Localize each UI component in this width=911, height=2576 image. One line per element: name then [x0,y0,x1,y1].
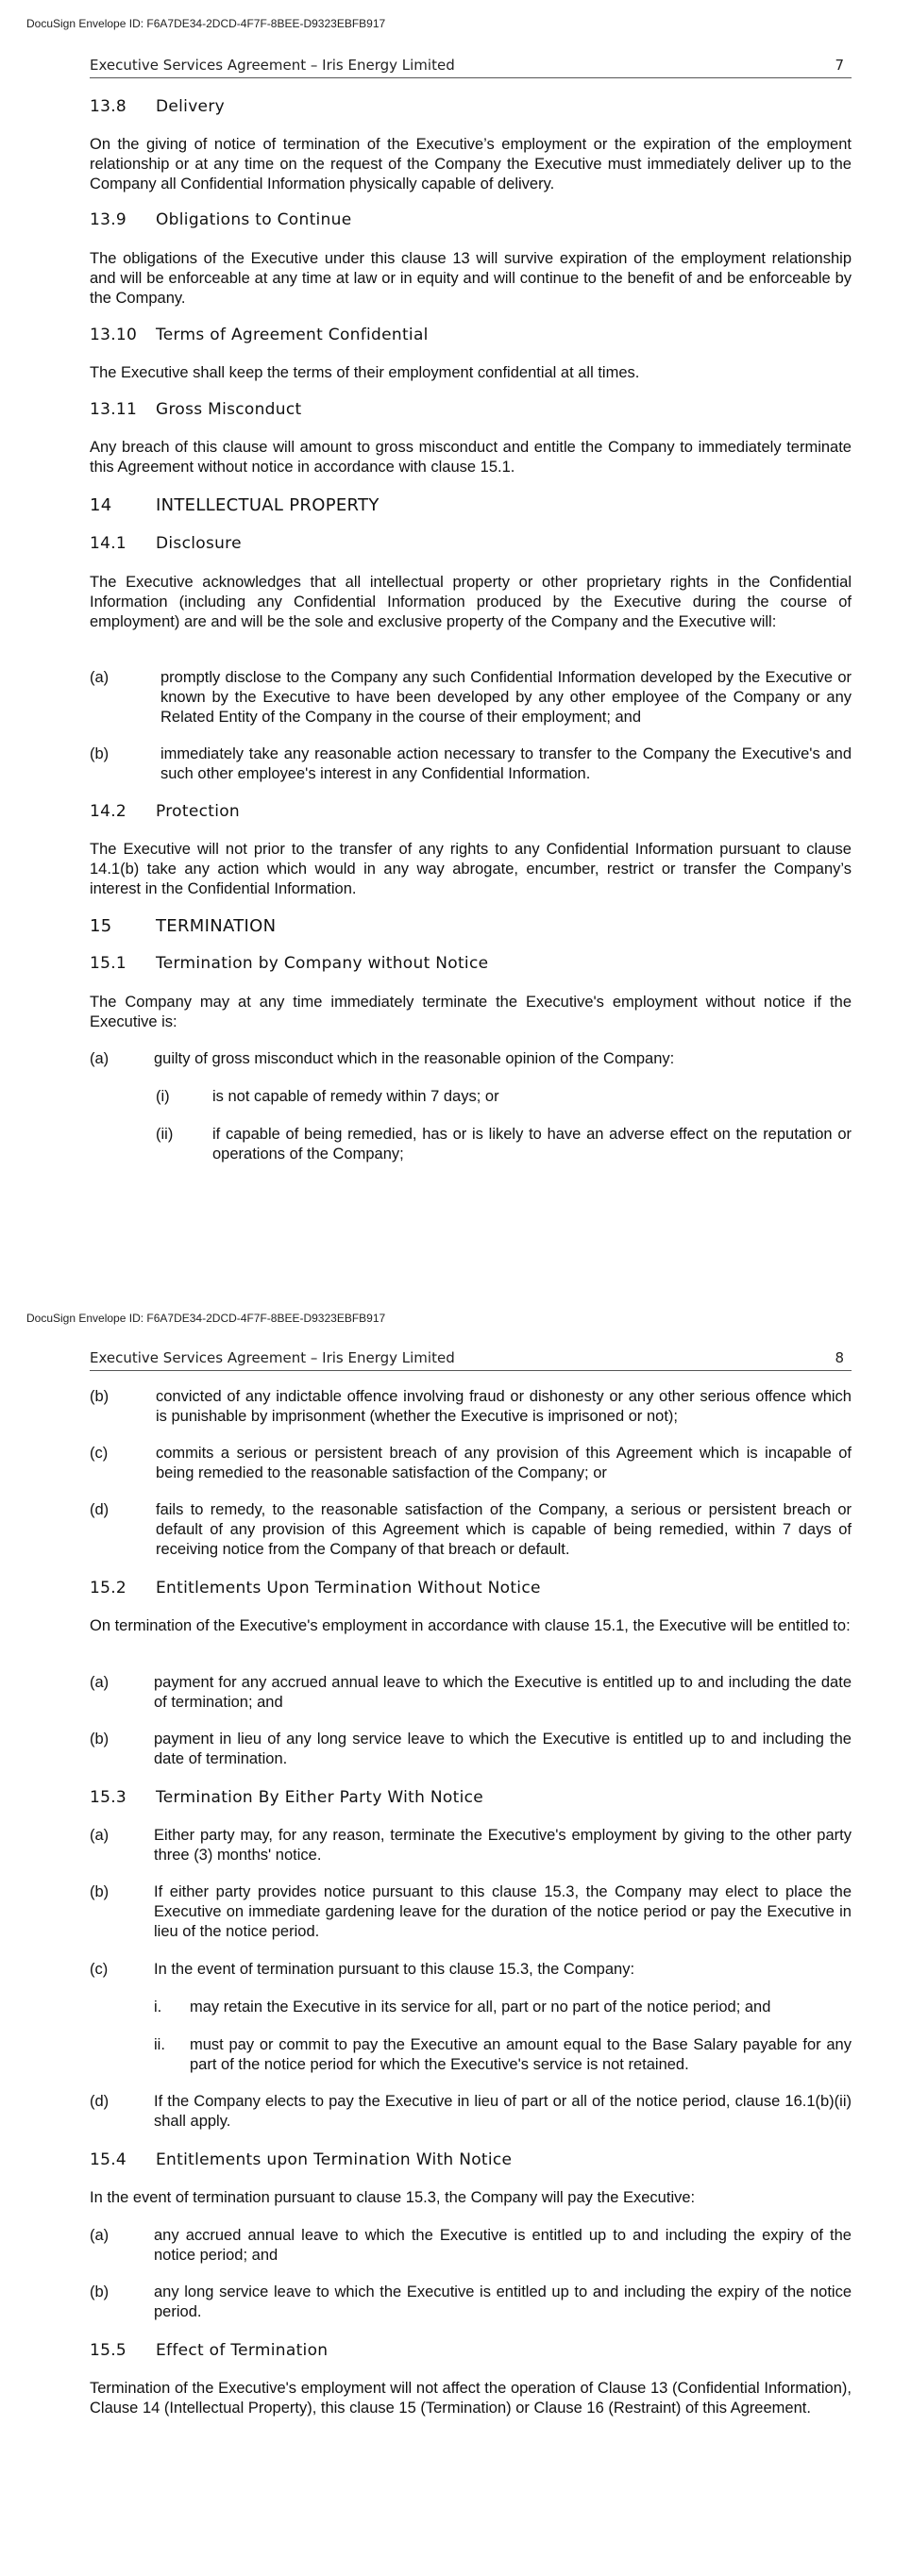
para-15-4: In the event of termination pursuant to clause 15.3, the Company will pay the Executive: [90,2189,696,2206]
para-14-2: The Executive will not prior to the transfer of any rights to any Confidential Information pursuant to clause 14.1(b) take any action which would in any way abrogate, encumber, restrict or transfer the Company’s interest in the Confidential Information. [90,841,852,897]
heading-13-10: 13.10 Terms of Agreement Confidential [90,326,429,344]
list-item-15-4-b: (b) any long service leave to which the Executive is entitled up to and including the expiry of the notice period. [90,2283,852,2320]
page-header [90,57,852,78]
heading-15-1: 15.1 Termination by Company without Notice [90,954,489,973]
heading-13-8: 13.8 Delivery [90,97,225,116]
heading-13-9: 13.9 Obligations to Continue [90,210,352,229]
para-15-2: On termination of the Executive's employment in accordance with clause 15.1, the Executive will be entitled to: [90,1617,851,1634]
list-subitem-15-1-a-ii: (ii) if capable of being remedied, has or is likely to have an adverse effect on the reputation or operations of the Company; [156,1126,852,1163]
envelope-id: DocuSign Envelope ID: F6A7DE34-2DCD-4F7F-8BEE-D9323EBFB917 [26,1312,386,1325]
para-13-10: The Executive shall keep the terms of their employment confidential at all times. [90,364,640,381]
heading-13-11: 13.11 Gross Misconduct [90,400,302,419]
para-13-8: On the giving of notice of termination of the Executive’s employment or the expiration of the employment relationship or at any time on the request of the Company the Executive must immediately deliver up to the Company all Confidential Information physically capable of delivery. [90,136,852,192]
para-13-9: The obligations of the Executive under this clause 13 will survive expiration of the employment relationship and will be enforceable at any time at law or in equity and will continue to the benefit of and be enforceable by the Company. [90,250,852,307]
list-item-15-1-b: (b) convicted of any indictable offence involving fraud or dishonesty or any other serious offence which is punishable by imprisonment (whether the Executive is imprisoned or not); [90,1388,852,1425]
page-number: 8 [835,1349,844,1366]
heading-15-4: 15.4 Entitlements upon Termination With Notice [90,2150,513,2169]
list-item-15-3-c: (c) In the event of termination pursuant to this clause 15.3, the Company: [90,1961,635,1978]
heading-15-3: 15.3 Termination By Either Party With Notice [90,1788,484,1807]
para-14-1: The Executive acknowledges that all intellectual property or other proprietary rights in the Confidential Information (including any Confidential Information produced by the Executive during the course of employment) are and will be the sole and exclusive property of the Company and the Executive will: [90,574,852,630]
list-item-14-1-b: (b) immediately take any reasonable action necessary to transfer to the Company the Executive's and such other employee's interest in any Confidential Information. [90,745,852,782]
list-item-14-1-a: (a) promptly disclose to the Company any such Confidential Information developed by the Executive or known by the Executive to have been developed by any other employee of the Company or any Related Entity of the Company in the course of their employment; and [90,669,852,726]
para-13-11: Any breach of this clause will amount to gross misconduct and entitle the Company to immediately terminate this Agreement without notice in accordance with clause 15.1. [90,439,852,476]
list-item-15-1-a: (a) guilty of gross misconduct which in the reasonable opinion of the Company: [90,1050,675,1067]
list-item-15-1-c: (c) commits a serious or persistent breach of any provision of this Agreement which is incapable of being remedied to the reasonable satisfaction of the Company; or [90,1445,852,1481]
page-number: 7 [835,57,844,74]
list-item-15-4-a: (a) any accrued annual leave to which the Executive is entitled up to and including the expiry of the notice period; and [90,2227,852,2264]
list-item-15-3-d: (d) If the Company elects to pay the Executive in lieu of part or all of the notice period, clause 16.1(b)(ii) shall apply. [90,2093,852,2130]
list-item-15-1-d: (d) fails to remedy, to the reasonable satisfaction of the Company, a serious or persistent breach or default of any provision of this Agreement which is capable of being remedied, within 7 days of receiving notice from the Company of that breach or default. [90,1501,852,1558]
para-15-1: The Company may at any time immediately terminate the Executive's employment without notice if the Executive is: [90,994,852,1030]
page-header [90,1349,852,1371]
list-subitem-15-1-a-i: (i) is not capable of remedy within 7 days; or [156,1088,499,1105]
list-item-15-2-b: (b) payment in lieu of any long service leave to which the Executive is entitled up to and including the date of termination. [90,1731,852,1767]
heading-15: 15 TERMINATION [90,916,277,936]
para-15-5: Termination of the Executive's employment will not affect the operation of Clause 13 (Confidential Information), Clause 14 (Intellectual Property), this clause 15 (Termination) or Clause 16 (Restraint) of this Agreement. [90,2380,852,2417]
list-item-15-3-a: (a) Either party may, for any reason, terminate the Executive's employment by giving to the other party three (3) months' notice. [90,1827,852,1864]
list-subitem-15-3-c-ii: ii. must pay or commit to pay the Executive an amount equal to the Base Salary payable for any part of the notice period for which the Executive's service is not retained. [154,2036,852,2073]
header-title: Executive Services Agreement – Iris Energy Limited [90,1349,455,1366]
list-item-15-3-b: (b) If either party provides notice pursuant to this clause 15.3, the Company may elect to place the Executive on immediate gardening leave for the duration of the notice period or pay the Executive in lieu of the notice period. [90,1883,852,1940]
document-page-8 [0,1312,911,2576]
heading-14-2: 14.2 Protection [90,802,241,821]
list-subitem-15-3-c-i: i. may retain the Executive in its service for all, part or no part of the notice period; and [154,1999,771,2016]
list-item-15-2-a: (a) payment for any accrued annual leave to which the Executive is entitled up to and including the date of termination; and [90,1674,852,1711]
heading-14-1: 14.1 Disclosure [90,534,242,553]
header-title: Executive Services Agreement – Iris Energy Limited [90,57,455,74]
envelope-id: DocuSign Envelope ID: F6A7DE34-2DCD-4F7F-8BEE-D9323EBFB917 [26,17,386,30]
heading-15-2: 15.2 Entitlements Upon Termination Without Notice [90,1579,541,1597]
heading-15-5: 15.5 Effect of Termination [90,2341,329,2360]
heading-14: 14 INTELLECTUAL PROPERTY [90,495,380,515]
